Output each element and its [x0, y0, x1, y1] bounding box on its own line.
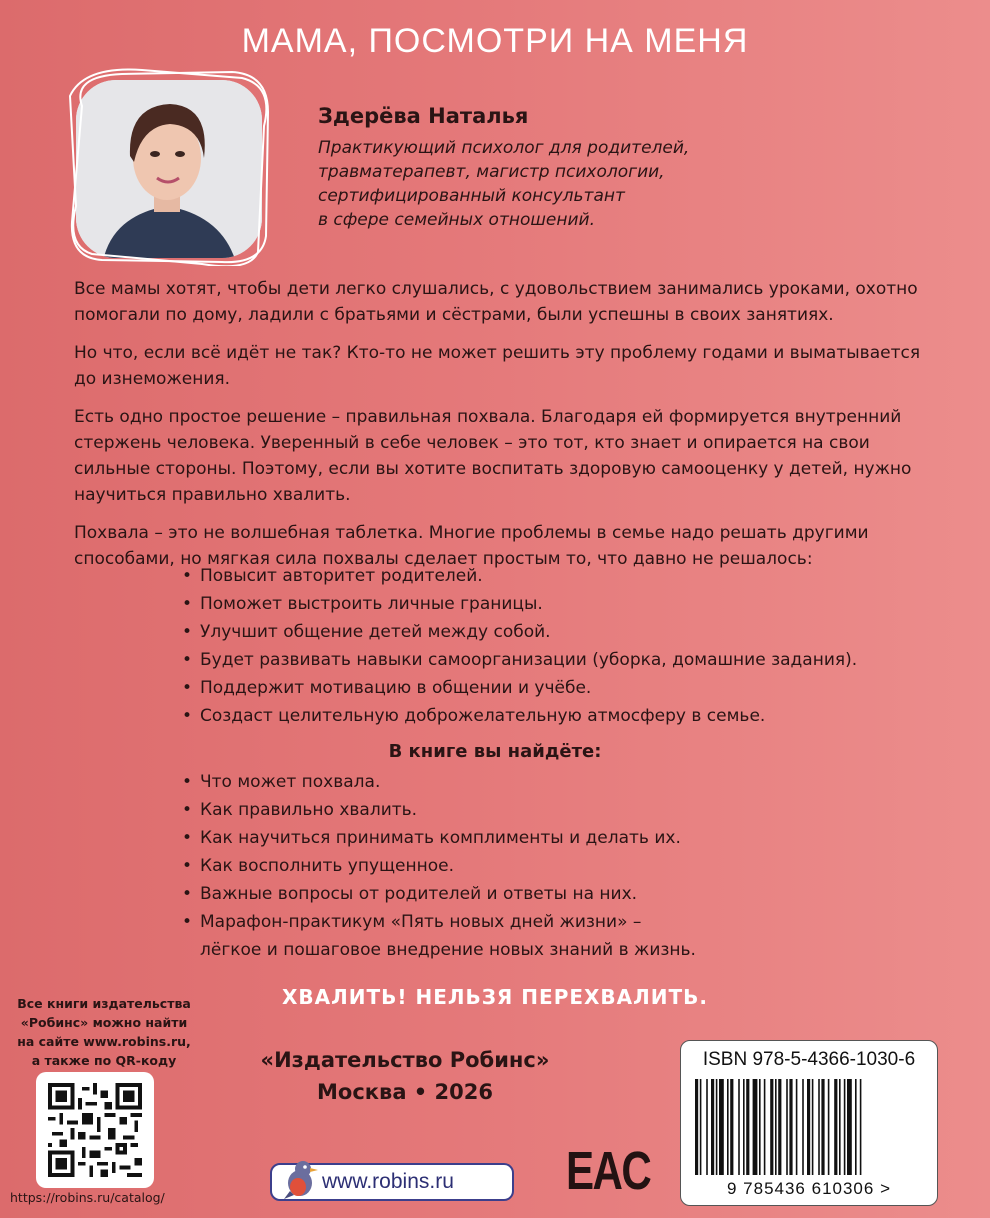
find-item: • Как восполнить упущенное. — [180, 852, 920, 880]
author-bio-line: сертифицированный консультант — [318, 186, 625, 206]
publisher-note-line: на сайте www.robins.ru, — [17, 1034, 191, 1049]
barcode-bar — [775, 1079, 777, 1175]
website-url[interactable]: www.robins.ru — [322, 1170, 454, 1193]
barcode-bar — [847, 1079, 852, 1175]
publisher-note — [12, 994, 196, 1070]
author-photo — [62, 66, 276, 266]
find-item-continuation: лёгкое и пошаговое внедрение новых знаний в жизнь. — [200, 940, 696, 960]
barcode-bar — [770, 1079, 773, 1175]
barcode-bar — [778, 1079, 781, 1175]
publisher-imprint — [240, 1044, 570, 1108]
find-item: • Как правильно хвалить. — [180, 796, 920, 824]
publisher-name: «Издательство Робинс» — [260, 1048, 550, 1072]
author-bio-line: травматерапевт, магистр психологии, — [318, 162, 665, 182]
barcode-bar — [789, 1079, 792, 1175]
find-item: • Что может похвала. — [180, 768, 920, 796]
description-paragraph: Похвала – это не волшебная таблетка. Многие проблемы в семье надо решать другими способами, но мягкая сила похвалы сделает простым то, что давно не решалось: — [74, 523, 869, 569]
website-badge[interactable] — [270, 1163, 514, 1201]
eac-certification-mark: EAC — [566, 1141, 651, 1201]
barcode-bar — [834, 1079, 837, 1175]
benefit-item: • Создаст целительную доброжелательную атмосферу в семье. — [180, 702, 920, 730]
find-list — [180, 768, 920, 964]
find-item: • Как научиться принимать комплименты и делать их. — [180, 824, 920, 852]
benefits-list — [180, 562, 920, 730]
barcode-bar — [695, 1079, 698, 1175]
publisher-note-line: а также по QR-коду — [31, 1053, 177, 1068]
barcode-bar — [759, 1079, 761, 1175]
barcode-bar — [812, 1079, 814, 1175]
barcode-bar — [753, 1079, 758, 1175]
barcode-bar — [786, 1079, 788, 1175]
publisher-city-year: Москва • 2026 — [317, 1080, 493, 1104]
barcode-bar — [821, 1079, 824, 1175]
author-bio — [318, 136, 738, 232]
barcode-bar — [719, 1079, 724, 1175]
robin-bird-icon — [280, 1155, 320, 1201]
description — [74, 276, 934, 584]
barcode-bar — [796, 1079, 798, 1175]
barcode-bar — [855, 1079, 857, 1175]
description-paragraph: Есть одно простое решение – правильная похвала. Благодаря ей формируется внутренний стержень человека. Уверенный в себе человек – это тот, кто знает и опирается на свои сильные стороны. Поэтому, если вы хотите воспитать здоровую самооценку у детей, нужно научиться правильно хвалить. — [74, 407, 912, 505]
isbn-number: ISBN 978-5-4366-1030-6 — [702, 1049, 916, 1070]
benefit-item: • Поможет выстроить личные границы. — [180, 590, 920, 618]
barcode-bar — [706, 1079, 708, 1175]
barcode-bar — [860, 1079, 862, 1175]
slogan: ХВАЛИТЬ! НЕЛЬЗЯ ПЕРЕХВАЛИТЬ. — [282, 985, 708, 1009]
barcode-bar — [738, 1079, 740, 1175]
author-bio-line: Практикующий психолог для родителей, — [318, 138, 690, 158]
benefit-item: • Будет развивать навыки самоорганизации (уборка, домашние задания). — [180, 646, 920, 674]
barcode-digits: 9 785436 610306 > — [726, 1179, 891, 1198]
description-paragraph: Но что, если всё идёт не так? Кто-то не может решить эту проблему годами и выматывается до изнеможения. — [74, 343, 921, 389]
qr-code-icon[interactable] — [36, 1072, 154, 1188]
book-title: МАМА, ПОСМОТРИ НА МЕНЯ — [241, 22, 749, 60]
find-item: • Важные вопросы от родителей и ответы на них. — [180, 880, 920, 908]
barcode — [691, 1079, 927, 1177]
barcode-bar — [700, 1079, 702, 1175]
barcode-bar — [746, 1079, 749, 1175]
find-heading: В книге вы найдёте: — [388, 741, 602, 762]
benefit-item: • Повысит авторитет родителей. — [180, 562, 920, 590]
barcode-bar — [802, 1079, 804, 1175]
description-paragraph: Все мамы хотят, чтобы дети легко слушались, с удовольствием занимались уроками, охотно помогали по дому, ладили с братьями и сёстрами, были успешны в своих занятиях. — [74, 279, 918, 325]
barcode-bar — [828, 1079, 830, 1175]
author-name: Здерёва Наталья — [318, 104, 529, 128]
publisher-note-line: «Робинс» можно найти — [20, 1015, 188, 1030]
barcode-bar — [839, 1079, 841, 1175]
barcode-bar — [727, 1079, 729, 1175]
find-item — [180, 908, 920, 964]
catalog-link[interactable]: https://robins.ru/catalog/ — [10, 1190, 165, 1205]
find-item-text: Марафон-практикум «Пять новых дней жизни» – — [200, 912, 642, 932]
author-bio-line: в сфере семейных отношений. — [318, 210, 596, 230]
isbn-barcode-block — [680, 1040, 938, 1206]
barcode-bar — [716, 1079, 718, 1175]
barcode-bar — [844, 1079, 846, 1175]
benefit-item: • Поддержит мотивацию в общении и учёбе. — [180, 674, 920, 702]
benefit-item: • Улучшит общение детей между собой. — [180, 618, 920, 646]
barcode-bar — [711, 1079, 714, 1175]
barcode-bar — [743, 1079, 745, 1175]
barcode-bar — [818, 1079, 820, 1175]
barcode-bar — [807, 1079, 810, 1175]
barcode-bar — [764, 1079, 766, 1175]
barcode-bar — [730, 1079, 733, 1175]
publisher-note-line: Все книги издательства — [17, 996, 191, 1011]
